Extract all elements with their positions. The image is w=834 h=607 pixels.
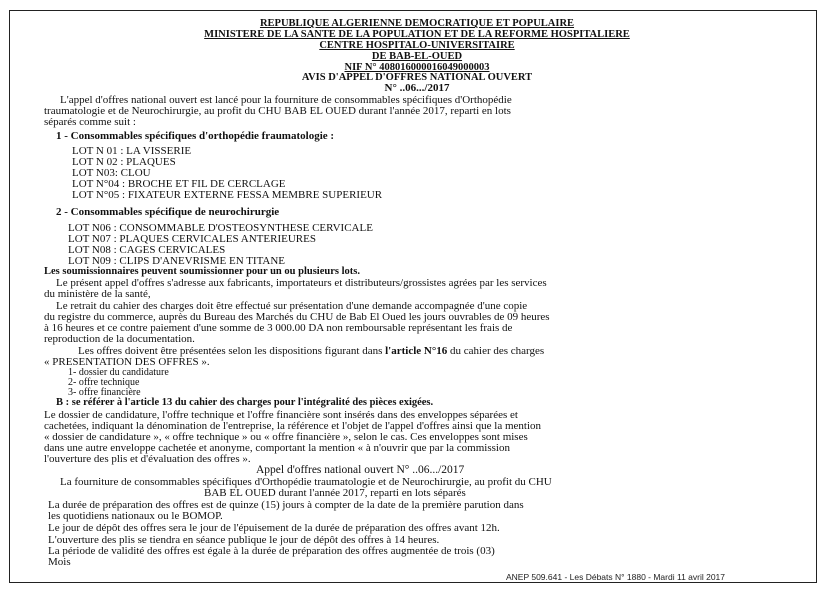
- second-line: BAB EL OUED durant l'année 2017, reparti en lots séparés: [204, 487, 466, 499]
- dossier-line-2: cachetées, indiquant la dénomination de l'entreprise, la référence et l'objet de l'appel d'offres ainsi que la mention: [44, 420, 542, 432]
- lot-item: LOT N09 : CLIPS D'ANEVRISME EN TITANE: [68, 255, 286, 267]
- document-item: 3- offre financière: [68, 387, 141, 398]
- lot-item: LOT N 01 : LA VISSERIE: [72, 145, 192, 157]
- soumission-note: Les soumissionnaires peuvent soumissionner pour un ou plusieurs lots.: [44, 266, 360, 277]
- lot-item: LOT N°04 : BROCHE ET FIL DE CERCLAGE: [72, 178, 286, 190]
- intro-line-1: L'appel d'offres national ouvert est lancé pour la fourniture de consommables spécifiques d'Orthopédie: [60, 94, 512, 106]
- offres-article-ref: l'article N°16: [385, 345, 448, 357]
- header-location: DE BAB-EL-OUED: [371, 51, 463, 62]
- header-nif: NIF N° 408016000016049000003: [344, 62, 490, 73]
- lot-item: LOT N03: CLOU: [72, 167, 151, 179]
- present-line-2: du ministère de la santé,: [44, 288, 151, 300]
- dossier-line-1: Le dossier de candidature, l'offre technique et l'offre financière sont insérés dans des enveloppes séparées et: [44, 409, 518, 421]
- document-item: 1- dossier du candidature: [68, 367, 169, 378]
- lot-item: LOT N°05 : FIXATEUR EXTERNE FESSA MEMBRE SUPERIEUR: [72, 189, 383, 201]
- present-line-1: Le présent appel d'offres s'adresse aux fabricants, importateurs et distributeurs/grossistes agrées par les services: [56, 277, 547, 289]
- retrait-line-4: reproduction de la documentation.: [44, 333, 195, 345]
- note-b: B : se référer à l'article 13 du cahier des charges pour l'intégralité des pièces exigées.: [56, 397, 434, 408]
- second-title: Appel d'offres national ouvert N° ..06.../2017: [256, 464, 465, 476]
- lot-item: LOT N06 : CONSOMMABLE D'OSTEOSYNTHESE CERVICALE: [68, 222, 373, 234]
- second-line: La fourniture de consommables spécifiques d'Orthopédie traumatologie et de Neurochirurgie, au profit du CHU: [60, 476, 552, 488]
- section2-title: 2 - Consommables spécifique de neurochirurgie: [56, 206, 280, 218]
- retrait-line-1: Le retrait du cahier des charges doit être effectué sur présentation d'une demande accompagnée d'une copie: [56, 300, 528, 312]
- section1-title: 1 - Consommables spécifiques d'orthopédie fraumatologie :: [56, 130, 335, 142]
- header-avis-number: N° ..06.../2017: [384, 82, 450, 94]
- header-avis-title: AVIS D'APPEL D'OFFRES NATIONAL OUVERT: [301, 72, 533, 83]
- intro-line-3: séparés comme suit :: [44, 116, 136, 128]
- header-ministry: MINISTERE DE LA SANTE DE LA POPULATION ET DE LA REFORME HOSPITALIERE: [204, 29, 630, 40]
- header-republic: REPUBLIQUE ALGERIENNE DEMOCRATIQUE ET POPULAIRE: [259, 18, 575, 29]
- offres-line-2: « PRESENTATION DES OFFRES ».: [44, 356, 210, 368]
- second-line: L'ouverture des plis se tiendra en séance publique le jour de dépôt des offres à 14 heures.: [48, 534, 440, 546]
- intro-line-2: traumatologie et de Neurochirurgie, au profit du CHU BAB EL OUED durant l'année 2017, reparti en lots: [44, 105, 511, 117]
- offres-line-1-start: Les offres doivent être présentées selon les dispositions figurant dans: [78, 345, 386, 357]
- dossier-line-5: l'ouverture des plis et d'évaluation des offres ».: [44, 453, 251, 465]
- dossier-line-3: « dossier de candidature », « offre technique » ou « offre financière », selon le cas. Ces enveloppes sont mises: [44, 431, 528, 443]
- lot-item: LOT N08 : CAGES CERVICALES: [68, 244, 226, 256]
- lot-item: LOT N 02 : PLAQUES: [72, 156, 176, 168]
- publication-footer: ANEP 509.641 - Les Débats N° 1880 - Mardi 11 avril 2017: [506, 572, 726, 582]
- second-line: Le jour de dépôt des offres sera le jour de l'épuisement de la durée de préparation des offres avant 12h.: [48, 522, 500, 534]
- document-item: 2- offre technique: [68, 377, 140, 388]
- lot-item: LOT N07 : PLAQUES CERVICALES ANTERIEURES: [68, 233, 316, 245]
- second-line: La période de validité des offres est égale à la durée de préparation des offres augmentée de trois (03): [48, 545, 495, 557]
- retrait-line-3: à 16 heures et ce contre paiement d'une somme de 3 000.00 DA non remboursable représentant les frais de: [44, 322, 513, 334]
- retrait-line-2: du registre du commerce, auprès du Bureau des Marchés du CHU de Bab El Oued les jours ouvrables de 09 heures: [44, 311, 550, 323]
- second-line: La durée de préparation des offres est de quinze (15) jours à compter de la date de la première parution dans: [48, 499, 524, 511]
- second-line: les quotidiens nationaux ou le BOMOP.: [48, 510, 223, 522]
- offres-line-1-end: du cahier des charges: [447, 345, 545, 357]
- header-chu: CENTRE HOSPITALO-UNIVERSITAIRE: [319, 40, 515, 51]
- dossier-line-4: dans une autre enveloppe cachetée et anonyme, comportant la mention « à n'ouvrir que par la commission: [44, 442, 510, 454]
- second-line: Mois: [48, 556, 71, 568]
